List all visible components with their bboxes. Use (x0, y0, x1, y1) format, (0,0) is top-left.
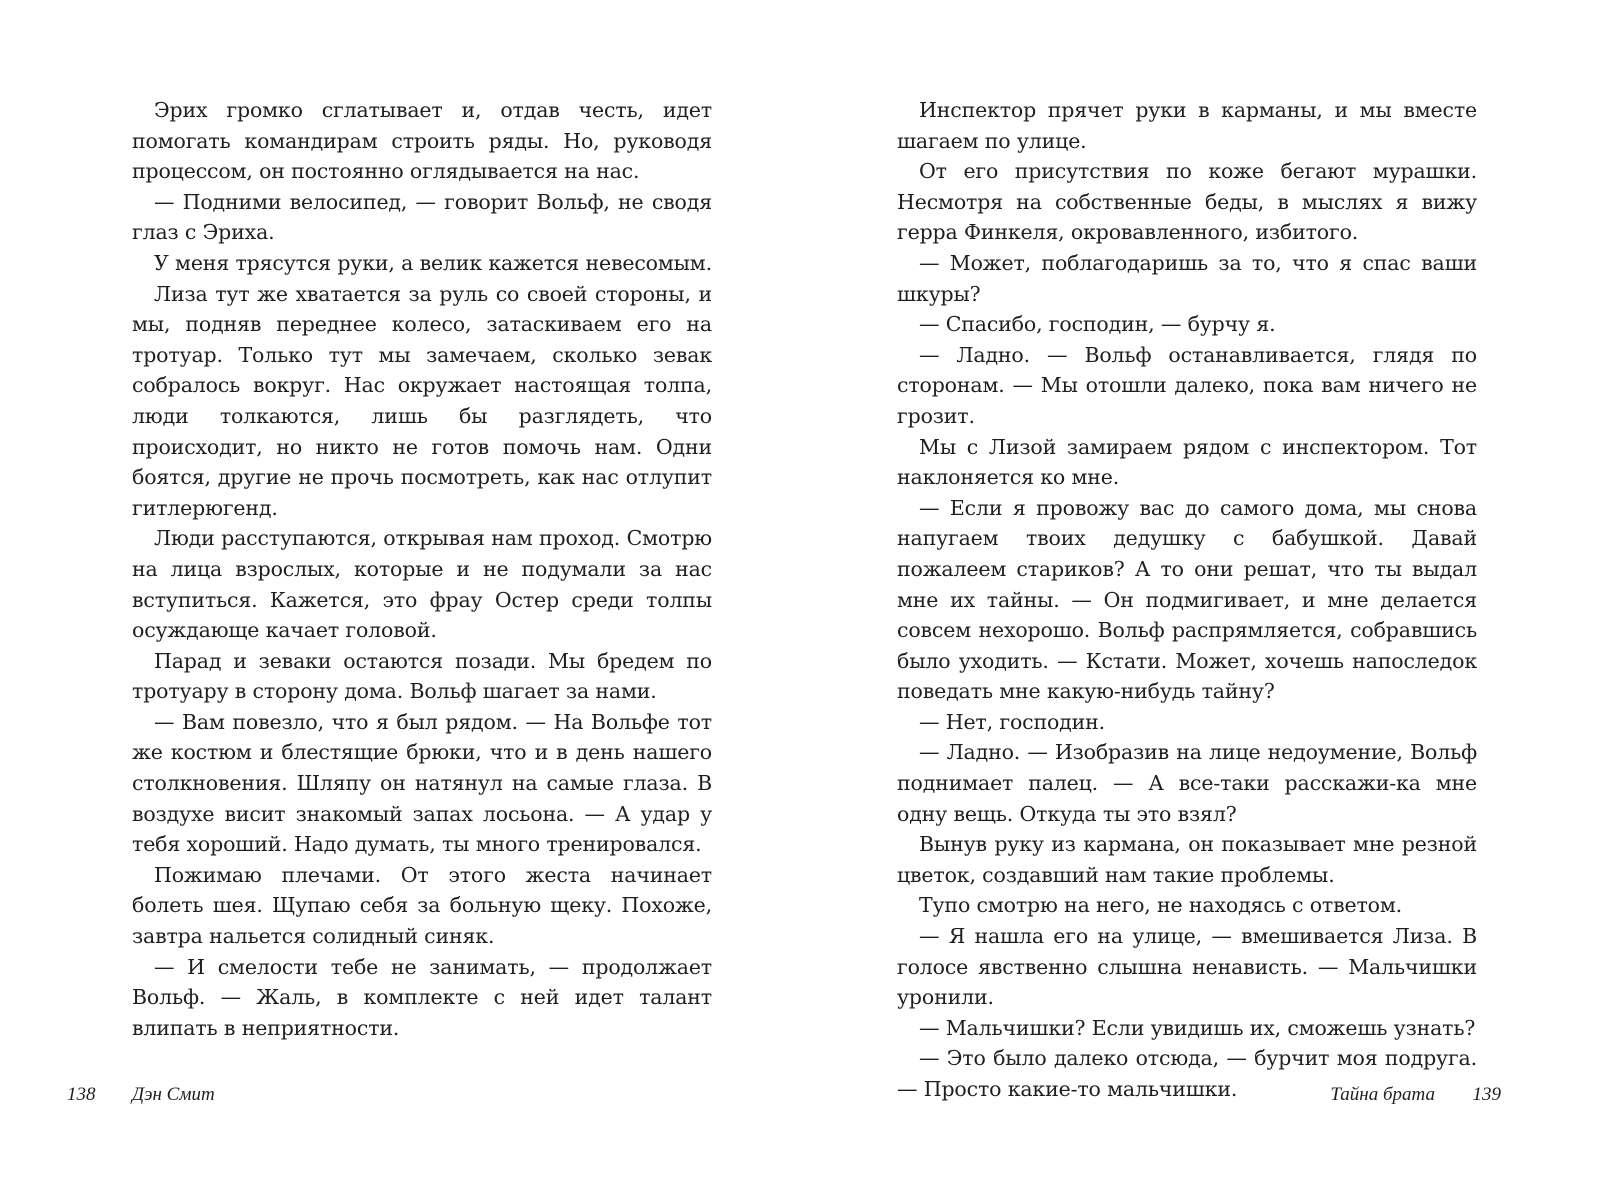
right-page-text (897, 95, 1477, 1105)
paragraph: Пожимаю плечами. От этого жеста начинает болеть шея. Щупаю себя за больную щеку. Похоже, завтра нальется солидный синяк. (132, 862, 712, 949)
paragraph: — Спасибо, господин, — бурчу я. (919, 312, 1276, 337)
paragraph: Мы с Лизой замираем рядом с инспектором. Тот наклоняется ко мне. (897, 434, 1477, 490)
paragraph: Вынув руку из кармана, он показывает мне резной цветок, создавший нам такие проблемы. (897, 832, 1477, 887)
paragraph: — Я нашла его на улице, — вмешивается Лиза. В голосе явственно слышна ненависть. — Мальчишки уронили. (897, 924, 1477, 1010)
right-page (800, 0, 1600, 1200)
running-head-title: Тайна брата (1330, 1084, 1435, 1105)
paragraph: — Может, поблагодаришь за то, что я спас ваши шкуры? (897, 250, 1477, 306)
page-number: 139 (1472, 1084, 1501, 1105)
paragraph: — Ладно. — Вольф останавливается, глядя по сторонам. — Мы отошли далеко, пока вам ничего не грозит. (897, 342, 1477, 428)
paragraph: Тупо смотрю на него, не находясь с ответом. (919, 893, 1403, 918)
paragraph: — Подними велосипед, — говорит Вольф, не сводя глаз с Эриха. (132, 189, 712, 245)
paragraph: — Вам повезло, что я был рядом. — На Вольфе тот же костюм и блестящие брюки, что и в день нашего столкновения. Шляпу он натянул на самые глаза. В воздухе висит знакомый запах лосьона. — А удар у тебя хороший. Надо думать, ты много тренировался. (132, 709, 712, 857)
paragraph: — Мальчишки? Если увидишь их, сможешь узнать? (919, 1015, 1476, 1040)
paragraph: От его присутствия по коже бегают мурашки. Несмотря на собственные беды, в мыслях я вижу герра Финкеля, окровавленного, избитого. (897, 159, 1477, 245)
running-head-author: Дэн Смит (132, 1084, 215, 1105)
left-page-text (132, 95, 712, 1043)
paragraph: У меня трясутся руки, а велик кажется невесомым. (154, 250, 712, 275)
paragraph: Люди расступаются, открывая нам проход. Смотрю на лица взрослых, которые и не подумали за нас вступиться. Кажется, это фрау Остер среди толпы осуждающе качает головой. (132, 526, 712, 643)
paragraph: Лиза тут же хватается за руль со своей стороны, и мы, подняв переднее колесо, затаскиваем его на тротуар. Только тут мы замечаем, сколько зевак собралось вокруг. Нас окружает настоящая толпа, люди толкаются, лишь бы разглядеть, что происходит, но никто не готов помочь нам. Одни боятся, другие не прочь посмотреть, как нас отлупит гитлерюгенд. (132, 281, 712, 520)
paragraph: Инспектор прячет руки в карманы, и мы вместе шагаем по улице. (897, 98, 1477, 153)
paragraph: — Если я провожу вас до самого дома, мы снова напугаем твоих дедушку с бабушкой. Давай пожалеем стариков? А то они решат, что ты выдал мне их тайны. — Он подмигивает, и мне делается совсем нехорошо. Вольф распрямляется, собравшись было уходить. — Кстати. Может, хочешь напоследок поведать мне какую-нибудь тайну? (897, 495, 1477, 704)
paragraph: — Нет, господин. (919, 709, 1106, 734)
paragraph: — Ладно. — Изобразив на лице недоумение, Вольф поднимает палец. — А все-таки расскажи-ка мне одну вещь. Откуда ты это взял? (897, 740, 1477, 826)
paragraph: Эрих громко сглатывает и, отдав честь, идет помогать командирам строить ряды. Но, руководя процессом, он постоянно оглядывается на нас. (132, 98, 712, 184)
paragraph: — И смелости тебе не занимать, — продолжает Вольф. — Жаль, в комплекте с ней идет талант влипать в неприятности. (132, 954, 712, 1040)
page-number: 138 (67, 1084, 96, 1105)
paragraph: Парад и зеваки остаются позади. Мы бредем по тротуару в сторону дома. Вольф шагает за нами. (132, 648, 712, 704)
paragraph: — Это было далеко отсюда, — бурчит моя подруга. — Просто какие-то мальчишки. (897, 1046, 1477, 1101)
